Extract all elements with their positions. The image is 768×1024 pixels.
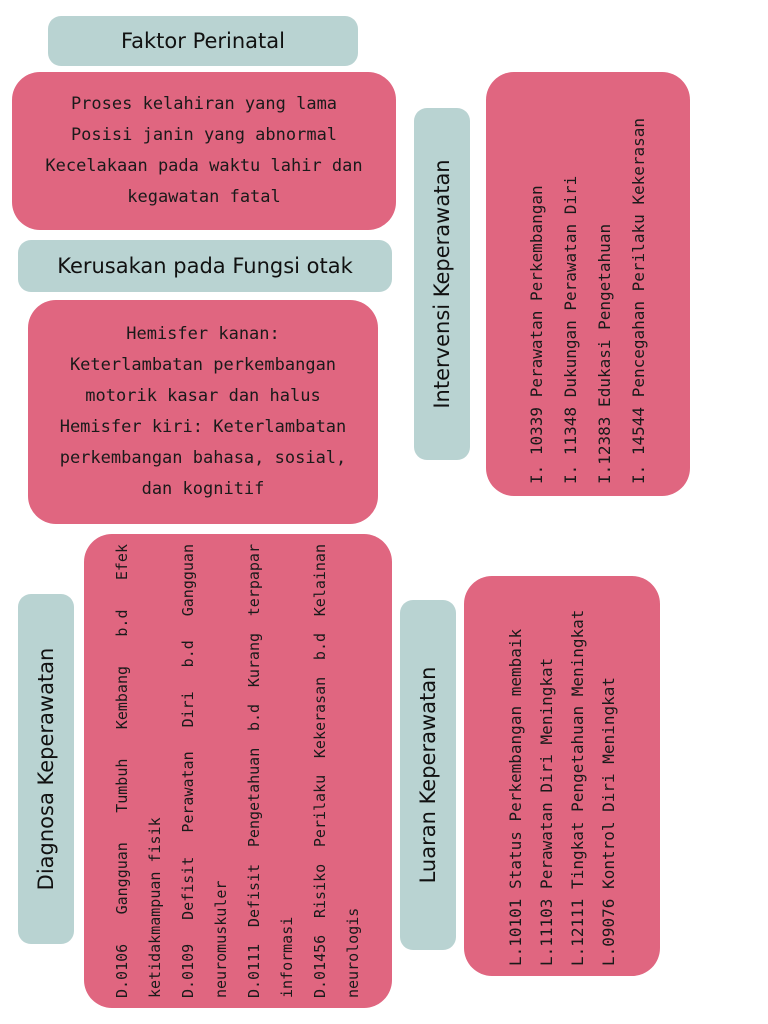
diagnosa-title-text: Diagnosa Keperawatan [34, 647, 58, 891]
faktor-line: Kecelakaan pada waktu lahir dan [45, 156, 363, 176]
intervensi-list [520, 84, 656, 484]
intervensi-item: I. 10339 Perawatan Perkembangan [527, 185, 546, 484]
luaran-item: L.12111 Tingkat Pengetahuan Meningkat [568, 609, 587, 966]
faktor-line: Proses kelahiran yang lama [70, 94, 338, 114]
kerusakan-fungsi-otak-title: Kerusakan pada Fungsi otak [18, 240, 392, 292]
luaran-list [500, 586, 624, 966]
faktor-line: kegawatan fatal [127, 187, 281, 207]
diagnosa-item: D.01456 Risiko Perilaku Kekerasan b.d Kelainan neurologis [311, 544, 362, 998]
luaran-keperawatan-box [464, 576, 660, 976]
faktor-line: Posisi janin yang abnormal [70, 125, 338, 145]
luaran-item: L.09076 Kontrol Diri Meningkat [599, 677, 618, 966]
diagnosa-keperawatan-title [18, 594, 74, 944]
diagnosa-item: D.0106 Gangguan Tumbuh Kembang b.d Efek ketidakmampuan fisik [113, 544, 164, 998]
faktor-perinatal-title: Faktor Perinatal [48, 16, 358, 66]
luaran-item: L.10101 Status Perkembangan membaik [506, 628, 525, 966]
kerusakan-line: Hemisfer kanan: [126, 324, 280, 344]
kerusakan-fungsi-otak-box [28, 300, 378, 524]
diagnosa-item: D.0109 Defisit Perawatan Diri b.d Gangguan neuromuskuler [179, 544, 230, 998]
kerusakan-line: Hemisfer kiri: Keterlambatan [59, 417, 347, 437]
luaran-keperawatan-title [400, 600, 456, 950]
kerusakan-line: perkembangan bahasa, sosial, [59, 448, 347, 468]
intervensi-keperawatan-title [414, 108, 470, 460]
intervensi-item: I. 14544 Pencegahan Perilaku Kekerasan [629, 117, 648, 484]
faktor-perinatal-box [12, 72, 396, 230]
kerusakan-line: motorik kasar dan halus [85, 386, 321, 406]
luaran-item: L.11103 Perawatan Diri Meningkat [537, 657, 556, 966]
diagnosa-list [106, 544, 370, 998]
diagnosa-item: D.0111 Defisit Pengetahuan b.d Kurang terpapar informasi [245, 544, 296, 998]
kerusakan-line: dan kognitif [141, 479, 265, 499]
intervensi-item: I.12383 Edukasi Pengetahuan [595, 223, 614, 484]
intervensi-keperawatan-box [486, 72, 690, 496]
luaran-title-text: Luaran Keperawatan [416, 666, 440, 884]
kerusakan-line: Keterlambatan perkembangan [69, 355, 337, 375]
diagnosa-keperawatan-box [84, 534, 392, 1008]
intervensi-item: I. 11348 Dukungan Perawatan Diri [561, 175, 580, 484]
intervensi-title-text: Intervensi Keperawatan [430, 159, 454, 409]
